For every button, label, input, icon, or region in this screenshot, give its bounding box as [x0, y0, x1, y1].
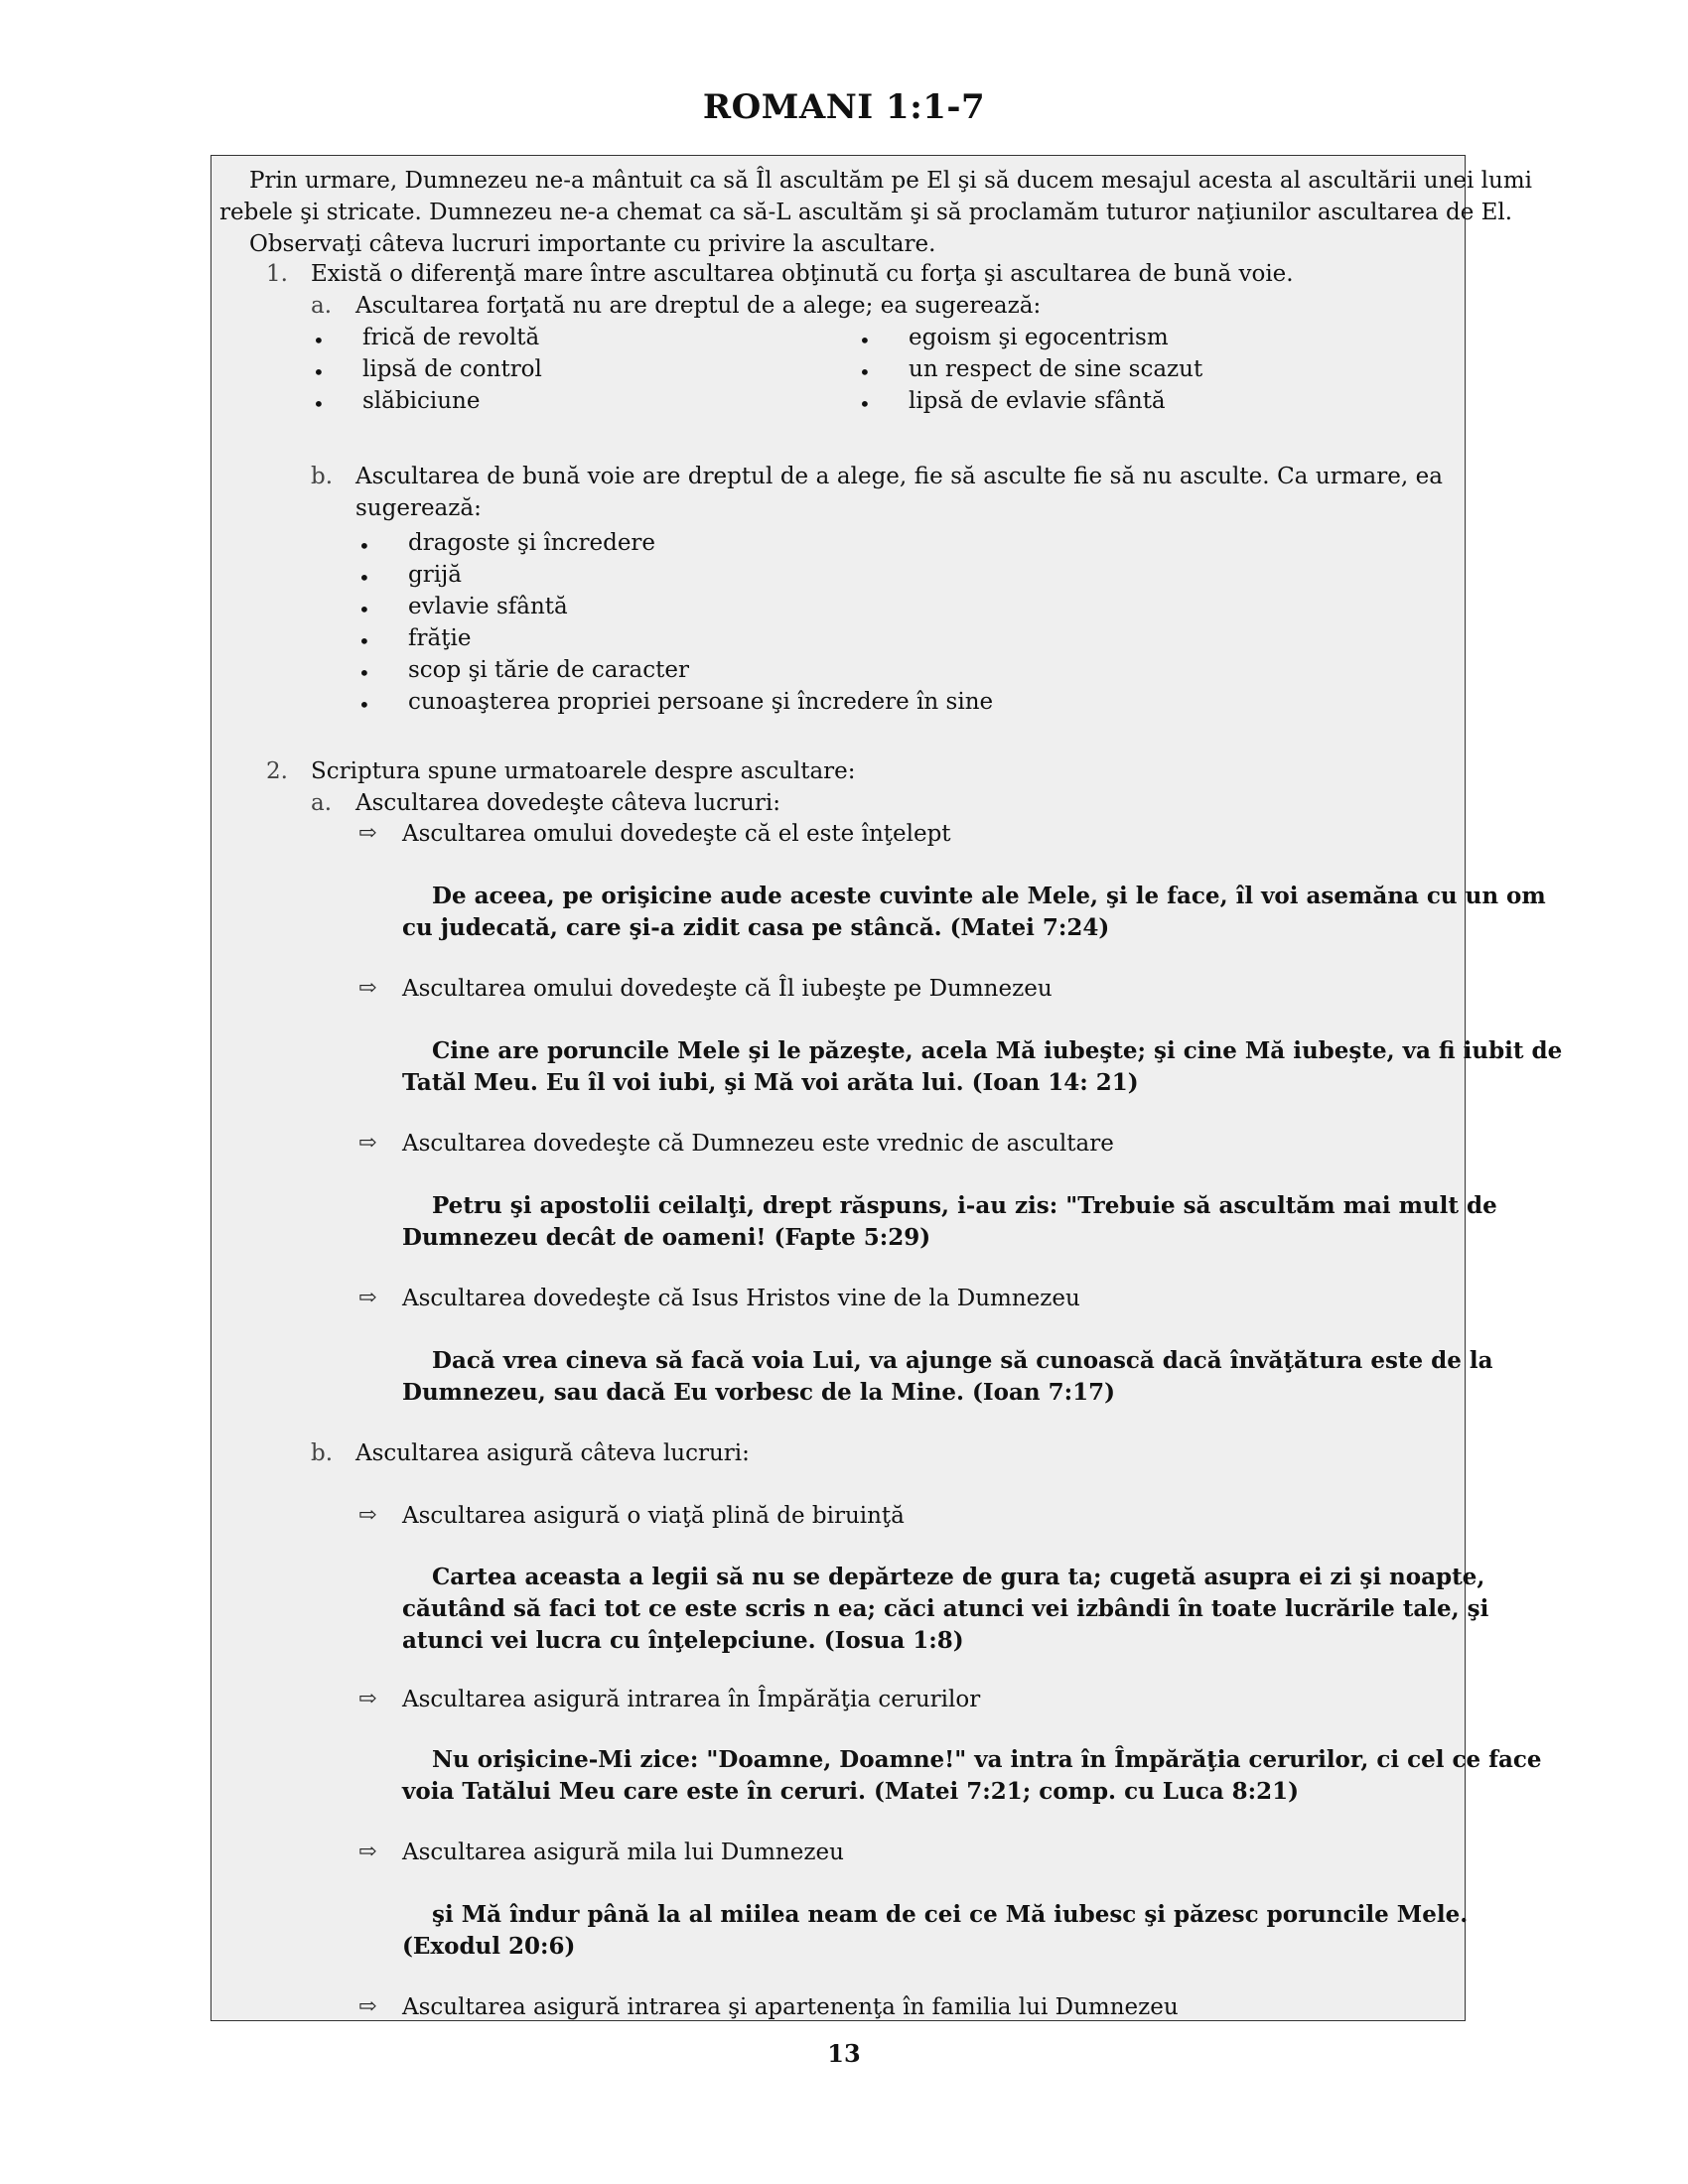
bullet-icon: •: [358, 534, 370, 558]
page-number: 13: [827, 2039, 861, 2068]
arrow-right-icon: ⇨: [358, 1503, 377, 1528]
point-2b-label: b.: [311, 1440, 334, 1466]
point-1b-label: b.: [311, 464, 334, 489]
scripture-quote-line: cu judecată, care şi-a zidit casa pe stâncă. (Matei 7:24): [402, 914, 1110, 941]
list-item: slăbiciune: [362, 388, 481, 414]
bullet-icon: •: [358, 661, 370, 685]
scripture-quote-line: Petru şi apostolii ceilalţi, drept răspuns, i-au zis: "Trebuie să ascultăm mai mult de: [432, 1192, 1497, 1219]
bullet-icon: •: [859, 329, 871, 352]
list-item: dragoste şi încredere: [408, 530, 656, 556]
list-item: frică de revoltă: [362, 325, 540, 350]
point-1-number: 1.: [266, 261, 288, 287]
sub-heading: Ascultarea omului dovedeşte că Îl iubeşte pe Dumnezeu: [402, 976, 1053, 1002]
list-item: grijă: [408, 562, 462, 588]
sub-heading: Ascultarea omului dovedeşte că el este înţelept: [402, 821, 951, 847]
arrow-right-icon: ⇨: [358, 1687, 377, 1711]
scripture-quote-line: Tatăl Meu. Eu îl voi iubi, şi Mă voi arăta lui. (Ioan 14: 21): [402, 1069, 1139, 1096]
arrow-right-icon: ⇨: [358, 1994, 377, 2019]
arrow-right-icon: ⇨: [358, 1286, 377, 1310]
scripture-quote-line: Nu orişicine-Mi zice: "Doamne, Doamne!" va intra în Împărăţia cerurilor, ci cel ce face: [432, 1746, 1542, 1773]
point-2a-text: Ascultarea dovedeşte câteva lucruri:: [355, 790, 780, 816]
scripture-quote-line: Dumnezeu, sau dacă Eu vorbesc de la Mine. (Ioan 7:17): [402, 1379, 1115, 1406]
arrow-right-icon: ⇨: [358, 1131, 377, 1156]
list-item: scop şi tărie de caracter: [408, 657, 689, 683]
scripture-quote-line: atunci vei lucra cu înţelepciune. (Iosua 1:8): [402, 1627, 964, 1654]
sub-heading: Ascultarea asigură mila lui Dumnezeu: [402, 1840, 844, 1865]
list-item: un respect de sine scazut: [909, 356, 1203, 382]
intro-line-3: Observaţi câteva lucruri importante cu privire la ascultare.: [249, 231, 936, 257]
sub-heading: Ascultarea dovedeşte că Isus Hristos vine de la Dumnezeu: [402, 1286, 1080, 1311]
point-2-number: 2.: [266, 758, 288, 784]
bullet-icon: •: [859, 360, 871, 384]
list-item: lipsă de control: [362, 356, 542, 382]
intro-line-2: rebele şi stricate. Dumnezeu ne-a chemat ca să-L ascultăm şi să proclamăm tuturor naţiunilor ascultarea de El.: [219, 200, 1513, 225]
point-1b-line-1: Ascultarea de bună voie are dreptul de a alege, fie să asculte fie să nu asculte. Ca urmare, ea: [355, 464, 1443, 489]
list-item: frăţie: [408, 625, 472, 651]
point-1-text: Există o diferenţă mare între ascultarea obţinută cu forţa şi ascultarea de bună voie.: [311, 261, 1294, 287]
scripture-quote-line: Dumnezeu decât de oameni! (Fapte 5:29): [402, 1224, 931, 1251]
bullet-icon: •: [358, 566, 370, 590]
arrow-right-icon: ⇨: [358, 821, 377, 846]
bullet-icon: •: [313, 392, 325, 416]
page-title: ROMANI 1:1-7: [702, 87, 986, 127]
point-1b-line-2: sugerează:: [355, 495, 482, 521]
bullet-icon: •: [358, 629, 370, 653]
point-1a-label: a.: [311, 293, 333, 319]
list-item: cunoaşterea propriei persoane şi încredere în sine: [408, 689, 994, 715]
scripture-quote-line: şi Mă îndur până la al miilea neam de cei ce Mă iubesc şi păzesc poruncile Mele.: [432, 1901, 1469, 1928]
bullet-icon: •: [313, 329, 325, 352]
point-2-text: Scriptura spune urmatoarele despre ascultare:: [311, 758, 856, 784]
point-1a-text: Ascultarea forţată nu are dreptul de a alege; ea sugerează:: [355, 293, 1042, 319]
bullet-icon: •: [358, 598, 370, 621]
list-item: lipsă de evlavie sfântă: [909, 388, 1166, 414]
content-box: [211, 155, 1563, 2021]
arrow-right-icon: ⇨: [358, 976, 377, 1001]
point-2b-text: Ascultarea asigură câteva lucruri:: [355, 1440, 750, 1466]
scripture-quote-line: voia Tatălui Meu care este în ceruri. (Matei 7:21; comp. cu Luca 8:21): [402, 1778, 1299, 1805]
sub-heading: Ascultarea asigură intrarea şi apartenenţa în familia lui Dumnezeu: [402, 1994, 1179, 2020]
sub-heading: Ascultarea asigură o viaţă plină de biruinţă: [402, 1503, 905, 1529]
scripture-quote-line: Cine are poruncile Mele şi le păzeşte, acela Mă iubeşte; şi cine Mă iubeşte, va fi iubit de: [432, 1037, 1563, 1064]
scripture-quote-line: (Exodul 20:6): [402, 1933, 576, 1960]
point-2a-label: a.: [311, 790, 333, 816]
intro-line-1: Prin urmare, Dumnezeu ne-a mântuit ca să Îl ascultăm pe El şi să ducem mesajul acesta al ascultării unei lumi: [249, 168, 1533, 194]
bullet-icon: •: [358, 693, 370, 717]
sub-heading: Ascultarea dovedeşte că Dumnezeu este vrednic de ascultare: [402, 1131, 1114, 1157]
list-item: evlavie sfântă: [408, 594, 568, 619]
list-item: egoism şi egocentrism: [909, 325, 1169, 350]
bullet-icon: •: [313, 360, 325, 384]
scripture-quote-line: Dacă vrea cineva să facă voia Lui, va ajunge să cunoască dacă învăţătura este de la: [432, 1347, 1493, 1374]
scripture-quote-line: De aceea, pe orişicine aude aceste cuvinte ale Mele, şi le face, îl voi asemăna cu un om: [432, 883, 1546, 909]
scripture-quote-line: Cartea aceasta a legii să nu se depărteze de gura ta; cugetă asupra ei zi şi noapte,: [432, 1564, 1485, 1590]
scripture-quote-line: căutând să faci tot ce este scris n ea; căci atunci vei izbândi în toate lucrările tale, şi: [402, 1595, 1489, 1622]
bullet-icon: •: [859, 392, 871, 416]
sub-heading: Ascultarea asigură intrarea în Împărăţia cerurilor: [402, 1687, 981, 1712]
arrow-right-icon: ⇨: [358, 1840, 377, 1864]
